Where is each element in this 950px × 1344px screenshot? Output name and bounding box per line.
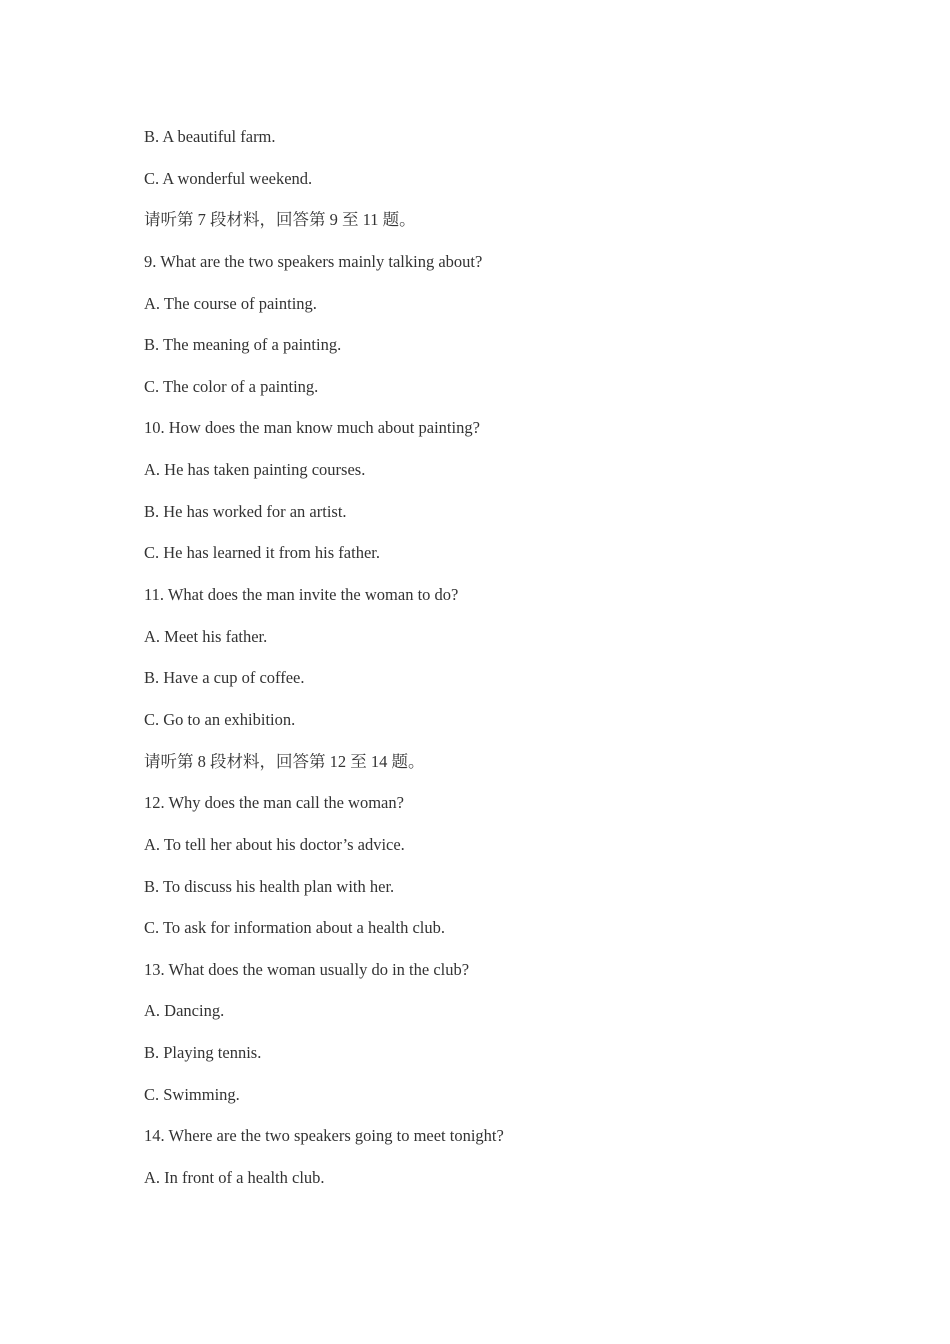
section-instruction: 请听第 7 段材料，回答第 9 至 11 题。 <box>144 210 416 230</box>
answer-option: C. Swimming. <box>144 1084 240 1104</box>
answer-option: B. Have a cup of coffee. <box>144 668 305 688</box>
question-text: 10. How does the man know much about painting? <box>144 418 480 438</box>
answer-option: A. To tell her about his doctor’s advice. <box>144 834 405 854</box>
answer-option: B. He has worked for an artist. <box>144 501 347 521</box>
answer-option: A. Dancing. <box>144 1001 225 1021</box>
answer-option: A. In front of a health club. <box>144 1168 325 1188</box>
answer-option: A. He has taken painting courses. <box>144 460 366 480</box>
answer-option: C. A wonderful weekend. <box>144 168 313 188</box>
question-text: 13. What does the woman usually do in the club? <box>144 959 470 979</box>
question-text: 12. Why does the man call the woman? <box>144 793 404 813</box>
section-instruction: 请听第 8 段材料，回答第 12 至 14 题。 <box>144 751 425 771</box>
answer-option: C. Go to an exhibition. <box>144 709 296 729</box>
answer-option: C. The color of a painting. <box>144 376 319 396</box>
question-text: 11. What does the man invite the woman to do? <box>144 585 459 605</box>
question-text: 9. What are the two speakers mainly talking about? <box>144 251 483 271</box>
question-text: 14. Where are the two speakers going to meet tonight? <box>144 1126 504 1146</box>
document-body <box>144 124 844 1207</box>
answer-option: A. The course of painting. <box>144 293 317 313</box>
answer-option: B. Playing tennis. <box>144 1043 262 1063</box>
answer-option: B. To discuss his health plan with her. <box>144 876 395 896</box>
answer-option: B. The meaning of a painting. <box>144 335 342 355</box>
answer-option: C. To ask for information about a health club. <box>144 918 445 938</box>
answer-option: C. He has learned it from his father. <box>144 543 380 563</box>
answer-option: B. A beautiful farm. <box>144 127 276 146</box>
answer-option: A. Meet his father. <box>144 626 268 646</box>
